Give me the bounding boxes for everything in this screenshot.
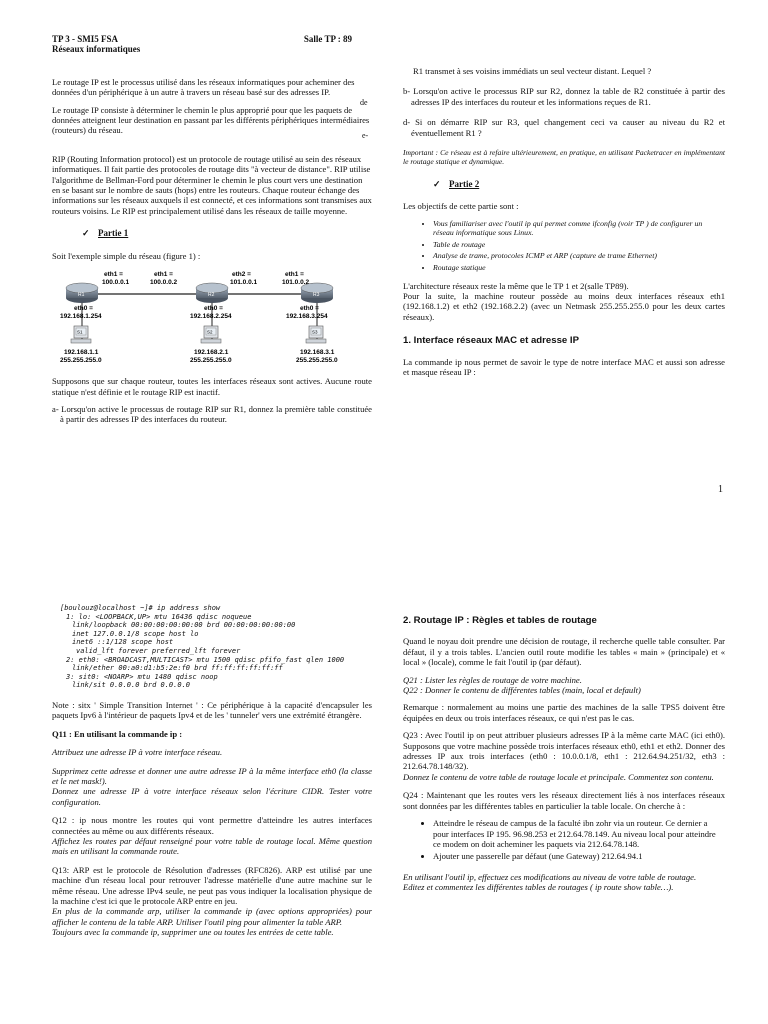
q11-task-a: Attribuez une adresse IP à votre interface réseau. — [52, 747, 223, 758]
eth0-r3-label: eth0 = — [300, 305, 319, 313]
server-s3-icon — [306, 326, 326, 343]
list-item: • Routage statique — [433, 263, 725, 273]
section1-paragraph: La commande ip nous permet de savoir le type de notre interface MAC et aussi son adresse et masque réseau IP : — [403, 356, 725, 378]
important-note: Important : Ce réseau est à refaire ultérieurement, en pratique, en utilisant Packetracer en implémentant le routage statique et dynamique. — [403, 148, 725, 167]
q13-task-1: En plus de la commande arp, utiliser la commande ip (avec options appropriées) pour afficher le contenu de la table ARP. Utiliser l'outil ping pour alimenter la table ARP. — [52, 906, 372, 927]
intro-paragraph-2: Le routage IP consiste à déterminer le chemin le plus approprié pour que les paquets de données atteignent leur destination en passant par les différents périphériques intermédiaires (routeurs) du réseau. — [52, 104, 370, 136]
question-q22: Q22 : Donner le contenu de différentes tables (main, local et default) — [403, 685, 641, 696]
svg-text:S1: S1 — [77, 329, 83, 335]
q12-task: Affichez les routes par défaut renseigné pour votre table de routage local. Même question mais en utilisant la commande route. — [52, 836, 372, 857]
question-d: d- Si on démarre RIP sur R3, quel changement ceci va causer au niveau du R2 et éventuellement R1 ? — [403, 117, 725, 138]
question-q24: Q24 : Maintenant que les routes vers les réseaux directement liés à nos interfaces réseaux sont données par les différentes tables en particulier la table locale. On cherche à : — [403, 790, 725, 811]
suite-paragraph: Pour la suite, la machine routeur possède au moins deux interfaces réseaux eth1 (192.168.1.2) et eth2 (192.168.2.2) (avec un Netmask 255.255.255.0 pour les deux cartes réseaux). — [403, 291, 725, 322]
eth1-r1-ip: 100.0.0.1 — [102, 279, 130, 287]
eth1-r3-label: eth1 = — [285, 271, 304, 279]
final-task-1: En utilisant l'outil ip, effectuez ces modifications au niveau de votre table de routage. — [403, 871, 697, 882]
question-b: b- Lorsqu'on active le processus RIP sur R2, donnez la table de R2 constituée à partir des adresses IP des interfaces du routeur et les informations reçues de R1. — [403, 86, 725, 107]
r1-continuation: R1 transmet à ses voisins immédiats un seul vecteur distant. Lequel ? — [413, 66, 652, 76]
objectifs-list — [403, 219, 725, 273]
s3-mask: 255.255.255.0 — [296, 357, 338, 365]
q11-task-b: Supprimez cette adresse et donner une autre adresse IP à la même interface eth0 (la classe et le net mask!). — [52, 765, 372, 786]
terminal-line: link/sit 0.0.0.0 brd 0.0.0.0 — [72, 681, 191, 690]
eth0-r2-label: eth0 = — [204, 305, 223, 313]
svg-text:S3: S3 — [312, 329, 318, 335]
page-2 — [0, 590, 768, 1024]
list-item: • Vous familiariser avec l'outil ip qui permet comme ifconfig (voir TP ) de configurer un réseau informatique sous Linux. — [433, 219, 725, 238]
q24-list — [403, 818, 725, 862]
architecture-paragraph: L'architecture réseaux reste la même que le TP 1 et 2(salle TP89). — [403, 280, 629, 291]
header-room: Salle TP : 89 — [303, 34, 352, 44]
intro-paragraph-rip: RIP (Routing Information protocol) est un protocole de routage utilisé au sein des réseaux informatiques. Il fait partie des protocoles de routage dits "à vecteur de distance". RIP utilise l'algorithme de Bellman-Ford pour déterminer le chemin le plus court vers une destination en se basant sur le nombre de sauts (hops) entre les routeurs. Chaque routeur échange des informations sur les réseaux auxquels il est connecté, et ces informations sont transmises aux routeurs voisins. Le RIP est principalement utilisé dans les réseaux de taille moyenne. — [52, 153, 372, 216]
terminal-line: 1: lo: <LOOPBACK,UP> mtu 16436 qdisc noqueue — [66, 612, 252, 621]
partie2-heading: ✓ Partie 2 — [433, 178, 480, 189]
margin-fragment-e: e- — [362, 131, 369, 140]
eth0-r1-ip: 192.168.1.254 — [60, 313, 102, 321]
list-item: • Analyse de trame, protocoles ICMP et ARP (capture de trame Ethernet) — [433, 251, 725, 261]
svg-text:R3: R3 — [313, 292, 320, 299]
page-number: 1 — [718, 484, 723, 495]
s2-ip: 192.168.2.1 — [194, 349, 229, 357]
page1-left-column — [52, 34, 372, 432]
objectifs-intro: Les objectifs de cette partie sont : — [403, 201, 519, 212]
svg-text:R1: R1 — [78, 292, 85, 299]
question-q12: Q12 : ip nous montre les routes qui vont permettre d'atteindre les autres interfaces connectées au même ou aux différents réseaux. — [52, 815, 372, 836]
svg-text:R2: R2 — [208, 292, 215, 299]
q11-task-c: Donnez une adresse IP à votre interface réseaux selon l'écriture CIDR. Tester votre configuration. — [52, 786, 372, 807]
margin-fragment-de: de — [360, 98, 368, 107]
list-item: • Ajouter une passerelle par défaut (une Gateway) 212.64.94.1 — [433, 851, 725, 861]
eth0-r2-ip: 192.168.2.254 — [190, 313, 232, 321]
svg-text:S2: S2 — [207, 329, 213, 335]
eth1-r2-label: eth1 = — [154, 271, 173, 279]
s2-mask: 255.255.255.0 — [190, 357, 232, 365]
eth1-r1-label: eth1 = — [104, 271, 123, 279]
terminal-line: link/ether 00:a0:d1:b5:2e:f0 brd ff:ff:ff:ff:ff:ff — [72, 664, 283, 673]
page1-right-column — [403, 66, 725, 384]
note-sitx: Note : sitx ' Simple Transition Internet ' : Ce périphérique à la capacité d'encapsuler les paquets Ipv6 à l'intérieur de paquets Ipv4 et de les ' tunneler' vers une extrémité étrangère. — [52, 699, 372, 721]
page2-left-column — [52, 604, 372, 945]
header — [52, 34, 372, 44]
intro-paragraph-1: Le routage IP est le processus utilisé dans les réseaux informatiques pour acheminer des données d'un périphérique à un autre à travers un réseau basé sur des adresses IP. — [52, 76, 355, 98]
checkmark-icon: ✓ — [433, 178, 441, 189]
server-labels — [60, 349, 338, 364]
s1-ip: 192.168.1.1 — [64, 349, 99, 357]
terminal-line: 3: sit0: <NOARP> mtu 1480 qdisc noop — [66, 672, 218, 681]
terminal-output — [60, 604, 372, 690]
eth0-labels — [60, 305, 328, 320]
router-r1-icon — [66, 283, 98, 303]
partie1-heading: ✓ Partie 1 — [82, 228, 129, 239]
figure-caption: Soit l'exemple simple du réseau (figure 1) : — [52, 250, 201, 261]
question-q23: Q23 : Avec l'outil ip on peut attribuer plusieurs adresses IP à la même carte MAC (ici eth0). Supposons que votre machine possède trois interfaces réseaux eth0, eth1 et eth2. Donner des adresses IP aux trois interfaces (eth0 : 10.0.0.1/8, eth1 : 212.64.94.251/32, eth3 : 212.64.78.148/32). — [403, 730, 725, 772]
question-q11: Q11 : En utilisant la commande ip : — [52, 728, 183, 739]
s3-ip: 192.168.3.1 — [300, 349, 335, 357]
terminal-line: valid_lft forever preferred_lft forever — [76, 646, 241, 655]
header-course: TP 3 - SMI5 FSA — [52, 34, 119, 44]
server-s2-icon — [201, 326, 221, 343]
section1-title: 1. Interface réseaux MAC et adresse IP — [403, 335, 579, 347]
eth0-r3-ip: 192.168.3.254 — [286, 313, 328, 321]
page2-right-column — [403, 616, 725, 900]
question-a: a- Lorsqu'on active le processus de routage RIP sur R1, donnez la première table constituée à partir des adresses IP des interfaces du routeur. — [52, 403, 372, 425]
section2-title: 2. Routage IP : Règles et tables de routage — [403, 615, 597, 626]
question-q13: Q13: ARP est le protocole de Résolution d'adresses (RFC826). ARP est utilisé par une machine d'un réseau local pour retrouver l'adresse matérielle d'une autre machine sur le même réseau. Une adresse IPv4 seule, ne peut pas vous indiquer la localisation physique de la machine c'est ici que le protocole ARP entre en jeu. — [52, 864, 372, 907]
network-diagram — [52, 268, 372, 368]
q13-task-2: Toujours avec la commande ip, supprimer une ou toutes les entrées de cette table. — [52, 927, 334, 938]
list-item: • Atteindre le réseau de campus de la faculté ibn zohr via un routeur. Ce dernier a pour interfaces IP 195. 96.98.253 et 212.64.78.149. Au niveau local pour atteindre ce modem on doit acheminer les paquets via 212.64.78.148. — [433, 818, 725, 849]
eth0-r1-label: eth0 = — [74, 305, 93, 313]
eth2-r2-label: eth2 = — [232, 271, 251, 279]
q23-task: Donnez le contenu de votre table de routage locale et principale. Commentez son contenu. — [403, 771, 714, 782]
terminal-line: inet 127.0.0.1/8 scope host lo — [72, 629, 199, 638]
router-r2-icon — [196, 283, 228, 303]
header-subtitle: Réseaux informatiques — [52, 44, 141, 55]
router-r3-icon — [301, 283, 333, 303]
eth1-r3-ip: 101.0.0.2 — [282, 279, 310, 287]
server-s1-icon — [71, 326, 91, 343]
question-q21: Q21 : Lister les règles de routage de votre machine. — [403, 674, 582, 685]
list-item: • Table de routage — [433, 240, 725, 250]
terminal-line: inet6 ::1/128 scope host — [72, 638, 174, 647]
final-task-2: Editez et commentez les différentes tables de routages ( ip route show table…). — [403, 882, 674, 893]
terminal-line: [boulouz@localhost ~]# ip address show — [60, 604, 221, 612]
noyau-paragraph: Quand le noyau doit prendre une décision de routage, il recherche quelle table consulter. Par défaut, il y a trois tables. L'ancien outil route modifie les tables « main » (principale) et « local » (locale), comme le fait l'outil ip (par défaut). — [403, 636, 725, 668]
suppose-paragraph: Supposons que sur chaque routeur, toutes les interfaces réseaux sont actives. Aucune route statique n'est définie et le routage RIP est inactif. — [52, 376, 372, 397]
terminal-line: 2: eth0: <BROADCAST,MULTICAST> mtu 1500 qdisc pfifo_fast qlen 1000 — [66, 655, 345, 664]
eth2-r2-ip: 101.0.0.1 — [230, 279, 258, 287]
checkmark-icon: ✓ — [82, 228, 90, 239]
terminal-line: link/loopback 00:00:00:00:00:00 brd 00:00:00:00:00:00 — [72, 621, 296, 630]
s1-mask: 255.255.255.0 — [60, 357, 102, 365]
eth1-r2-ip: 100.0.0.2 — [150, 279, 178, 287]
remarque-paragraph: Remarque : normalement au moins une partie des machines de la salle TPS5 doivent être équipées en deux ou trois interfaces réseaux, ce qui n'est pas le cas. — [403, 702, 725, 723]
